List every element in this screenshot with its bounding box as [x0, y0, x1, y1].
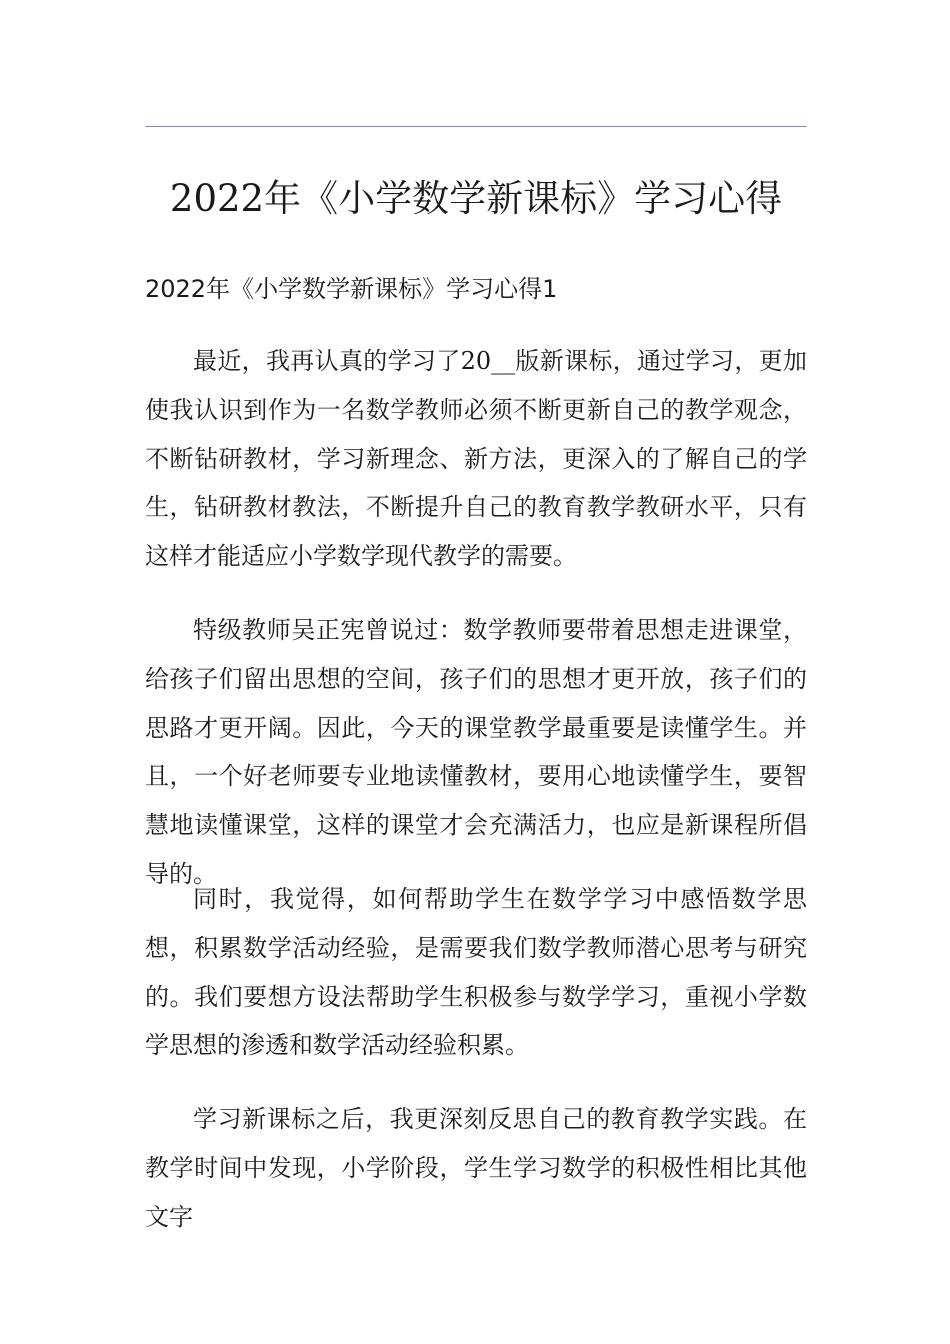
- paragraph-2: 特级教师吴正宪曾说过：数学教师要带着思想走进课堂，给孩子们留出思想的空间，孩子们的思想才更开放，孩子们的思路才更开阔。因此，今天的课堂教学最重要是读懂学生。并且，一个好老师要专业地读懂教材，要用心地读懂学生，要智慧地读懂课堂，这样的课堂才会充满活力，也应是新课程所倡导的。: [145, 616, 807, 888]
- paragraph-3: 同时，我觉得，如何帮助学生在数学学习中感悟数学思想，积累数学活动经验，是需要我们数学教师潜心思考与研究的。我们要想方设法帮助学生积极参与数学学习，重视小学数学思想的渗透和数学活动经验积累。: [145, 885, 807, 1060]
- document-title: 2022年《小学数学新课标》学习心得: [169, 176, 783, 220]
- paragraph-4: 学习新课标之后，我更深刻反思自己的教育教学实践。在教学时间中发现，小学阶段，学生学习数学的积极性相比其他文字: [145, 1105, 807, 1231]
- section-heading: 2022年《小学数学新课标》学习心得1: [145, 275, 558, 303]
- header-rule: [145, 126, 807, 127]
- paragraph-1: 最近，我再认真的学习了20__版新课标，通过学习，更加使我认识到作为一名数学教师必须不断更新自己的教学观念，不断钻研教材，学习新理念、新方法，更深入的了解自己的学生，钻研教材教法，不断提升自己的教育教学教研水平，只有这样才能适应小学数学现代教学的需要。: [145, 347, 807, 571]
